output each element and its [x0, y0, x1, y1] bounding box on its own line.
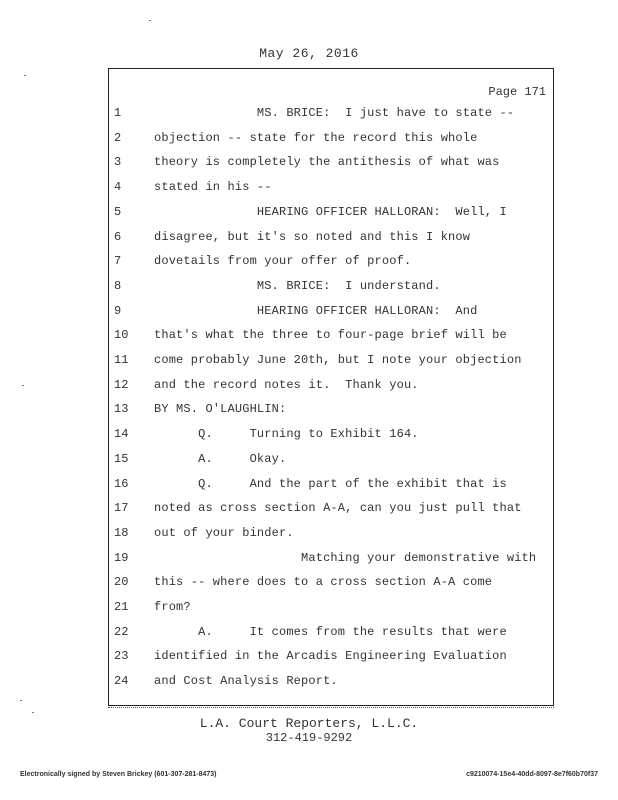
line-text: out of your binder. [154, 526, 294, 540]
line-number: 16 [114, 477, 129, 491]
line-text: MS. BRICE: I just have to state -- [154, 106, 515, 120]
line-number: 15 [114, 452, 129, 466]
line-number: 14 [114, 427, 129, 441]
line-text: HEARING OFFICER HALLORAN: And [154, 304, 478, 318]
line-number: 13 [114, 402, 129, 416]
scan-speck [32, 712, 34, 713]
line-text: stated in his -- [154, 180, 272, 194]
line-number: 6 [114, 230, 122, 244]
page-number: Page 171 [488, 85, 546, 99]
scan-speck [22, 385, 24, 386]
frame-bottom-rule [108, 707, 554, 708]
line-number: 18 [114, 526, 129, 540]
e-signature-text: Electronically signed by Steven Brickey (601-307-281-8473) [20, 771, 217, 778]
scan-speck [20, 700, 22, 701]
line-text: and the record notes it. Thank you. [154, 378, 419, 392]
line-text: Matching your demonstrative with [154, 551, 537, 565]
scan-speck [149, 20, 151, 21]
line-number: 9 [114, 304, 122, 318]
line-number: 21 [114, 600, 129, 614]
line-text: identified in the Arcadis Engineering Evaluation [154, 649, 507, 663]
line-text: noted as cross section A-A, can you just pull that [154, 501, 522, 515]
line-text: A. Okay. [154, 452, 287, 466]
document-hash: c9210074-15e4-40dd-8097-8e7f60b70f37 [466, 771, 598, 778]
line-number: 3 [114, 155, 122, 169]
line-number: 2 [114, 131, 122, 145]
line-text: objection -- state for the record this whole [154, 131, 478, 145]
scan-speck [24, 75, 26, 76]
line-number: 20 [114, 575, 129, 589]
line-number: 10 [114, 328, 129, 342]
line-number: 17 [114, 501, 129, 515]
line-text: come probably June 20th, but I note your objection [154, 353, 522, 367]
line-text: and Cost Analysis Report. [154, 674, 338, 688]
header-date: May 26, 2016 [259, 46, 359, 61]
footer-company: L.A. Court Reporters, L.L.C. [199, 716, 419, 731]
line-number: 19 [114, 551, 129, 565]
line-text: theory is completely the antithesis of what was [154, 155, 500, 169]
line-number: 1 [114, 106, 122, 120]
line-number: 23 [114, 649, 129, 663]
line-number: 22 [114, 625, 129, 639]
line-text: this -- where does to a cross section A-A come [154, 575, 493, 589]
line-text: from? [154, 600, 191, 614]
line-text: HEARING OFFICER HALLORAN: Well, I [154, 205, 507, 219]
line-number: 4 [114, 180, 122, 194]
line-text: Q. Turning to Exhibit 164. [154, 427, 419, 441]
line-text: BY MS. O'LAUGHLIN: [154, 402, 287, 416]
line-number: 24 [114, 674, 129, 688]
footer-phone: 312-419-9292 [265, 731, 353, 745]
line-text: disagree, but it's so noted and this I know [154, 230, 471, 244]
line-number: 7 [114, 254, 122, 268]
line-number: 5 [114, 205, 122, 219]
line-text: A. It comes from the results that were [154, 625, 507, 639]
line-number: 8 [114, 279, 122, 293]
line-number: 12 [114, 378, 129, 392]
line-number: 11 [114, 353, 129, 367]
line-text: Q. And the part of the exhibit that is [154, 477, 507, 491]
line-text: that's what the three to four-page brief will be [154, 328, 507, 342]
line-text: dovetails from your offer of proof. [154, 254, 412, 268]
line-text: MS. BRICE: I understand. [154, 279, 441, 293]
